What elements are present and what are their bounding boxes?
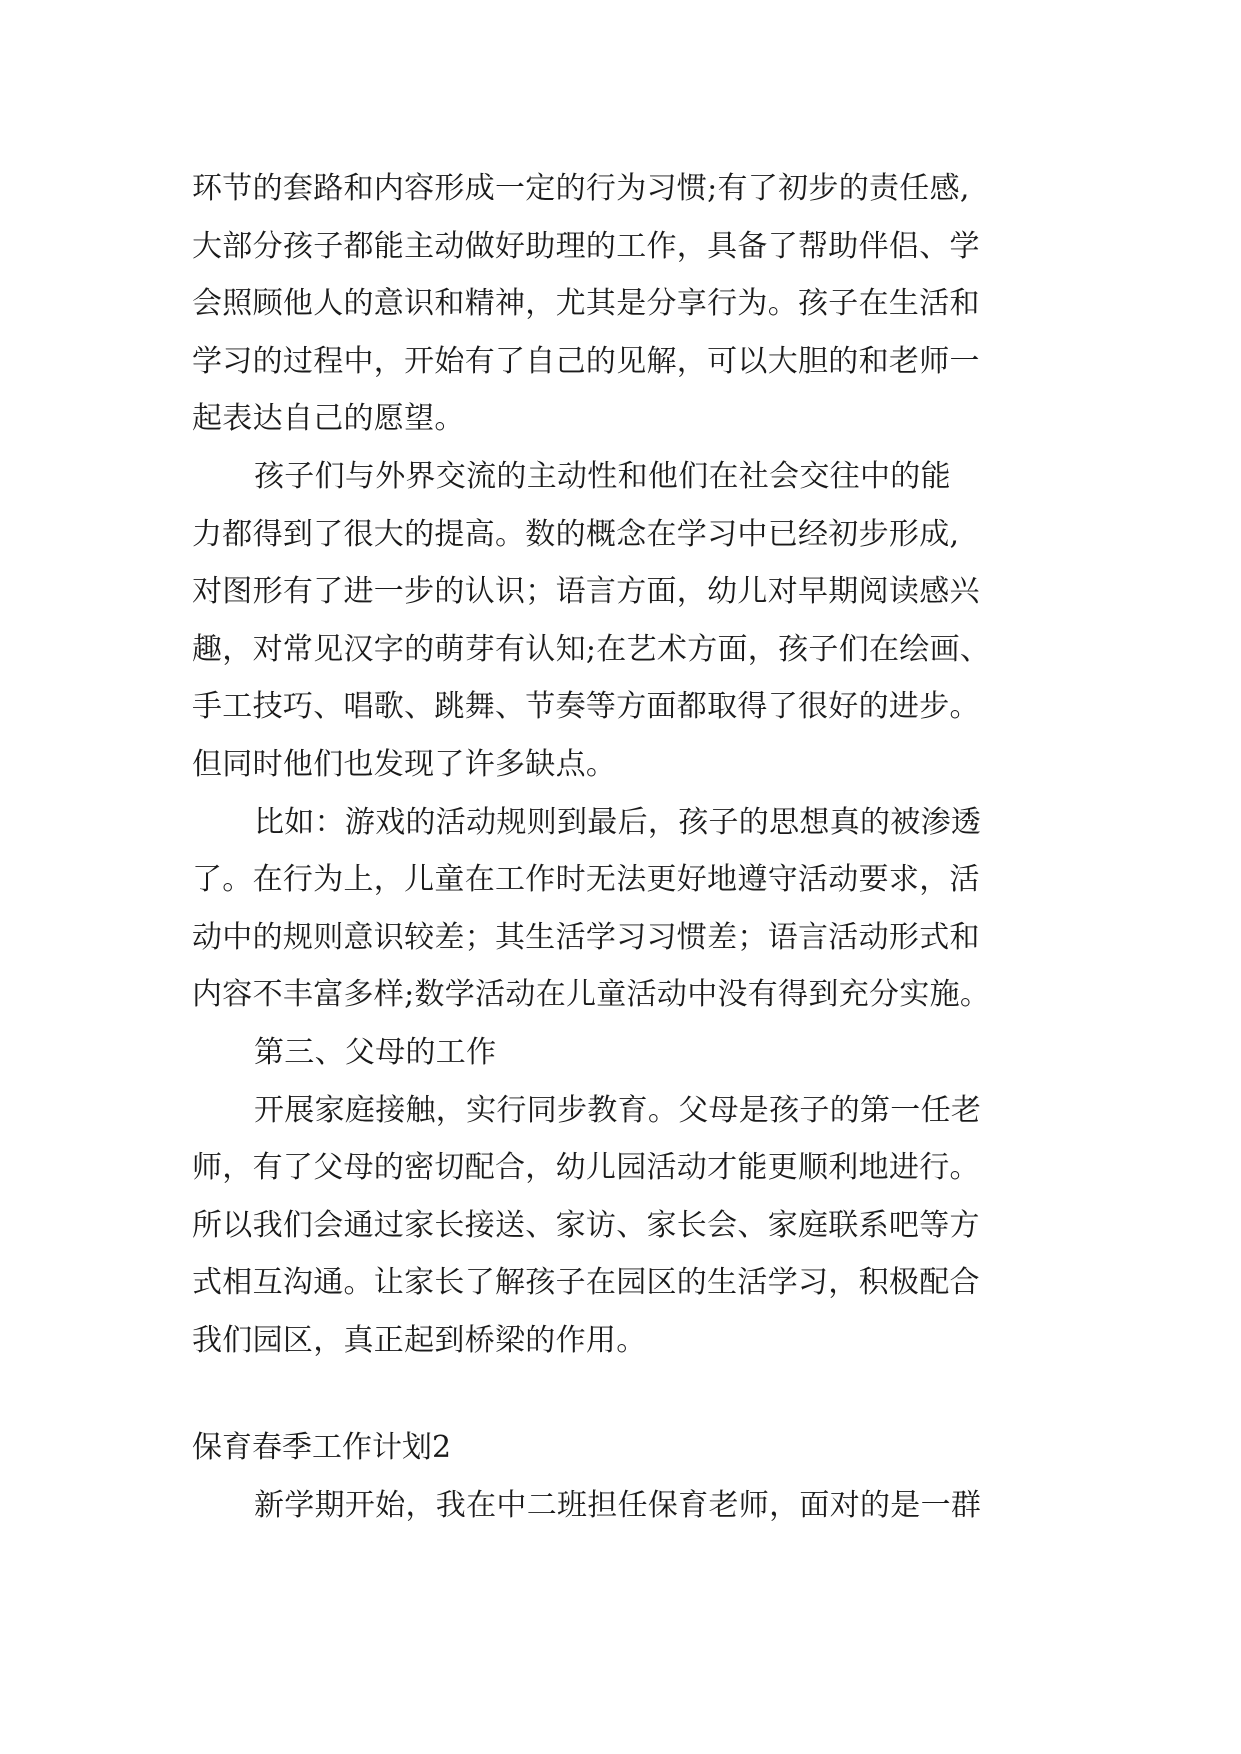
paragraph — [192, 794, 1072, 1024]
text-line: 内容不丰富多样;数学活动在儿童活动中没有得到充分实施。 — [192, 977, 991, 1013]
text-line: 手工技巧、唱歌、跳舞、节奏等方面都取得了很好的进步。 — [192, 689, 980, 725]
text-line: 第三、父母的工作 — [254, 1034, 497, 1070]
text-line: 会照顾他人的意识和精神，尤其是分享行为。孩子在生活和 — [192, 286, 980, 322]
text-line: 但同时他们也发现了许多缺点。 — [192, 746, 617, 782]
text-line: 动中的规则意识较差；其生活学习习惯差；语言活动形式和 — [192, 919, 980, 955]
text-line: 式相互沟通。让家长了解孩子在园区的生活学习，积极配合 — [192, 1265, 980, 1301]
text-line: 师，有了父母的密切配合，幼儿园活动才能更顺利地进行。 — [192, 1150, 980, 1186]
paragraph-subheading — [192, 1024, 1072, 1082]
paragraph — [192, 448, 1072, 794]
text-line: 开展家庭接触，实行同步教育。父母是孩子的第一任老 — [254, 1092, 982, 1128]
text-line: 新学期开始，我在中二班担任保育老师，面对的是一群 — [254, 1488, 982, 1524]
paragraph — [192, 1477, 1072, 1535]
text-line: 大部分孩子都能主动做好助理的工作，具备了帮助伴侣、学 — [192, 228, 980, 264]
text-line: 我们园区，真正起到桥梁的作用。 — [192, 1322, 647, 1358]
text-line: 学习的过程中，开始有了自己的见解，可以大胆的和老师一 — [192, 343, 980, 379]
text-line: 了。在行为上，儿童在工作时无法更好地遵守活动要求，活 — [192, 862, 980, 898]
paragraph — [192, 1082, 1072, 1370]
text-line: 所以我们会通过家长接送、家访、家长会、家庭联系吧等方 — [192, 1207, 980, 1243]
section-gap — [192, 1369, 1072, 1419]
text-line: 力都得到了很大的提高。数的概念在学习中已经初步形成, — [192, 516, 960, 552]
text-line: 起表达自己的愿望。 — [192, 401, 465, 437]
text-line: 比如：游戏的活动规则到最后，孩子的思想真的被渗透 — [254, 804, 982, 840]
text-line: 环节的套路和内容形成一定的行为习惯;有了初步的责任感, — [192, 171, 970, 206]
paragraph-continued — [192, 160, 1072, 448]
section-title: 保育春季工作计划2 — [192, 1430, 452, 1466]
document-body — [192, 160, 1072, 1535]
text-line: 孩子们与外界交流的主动性和他们在社会交往中的能 — [254, 458, 951, 494]
text-line: 对图形有了进一步的认识；语言方面，幼儿对早期阅读感兴 — [192, 574, 980, 610]
text-line: 趣，对常见汉字的萌芽有认知;在艺术方面，孩子们在绘画、 — [192, 631, 991, 667]
